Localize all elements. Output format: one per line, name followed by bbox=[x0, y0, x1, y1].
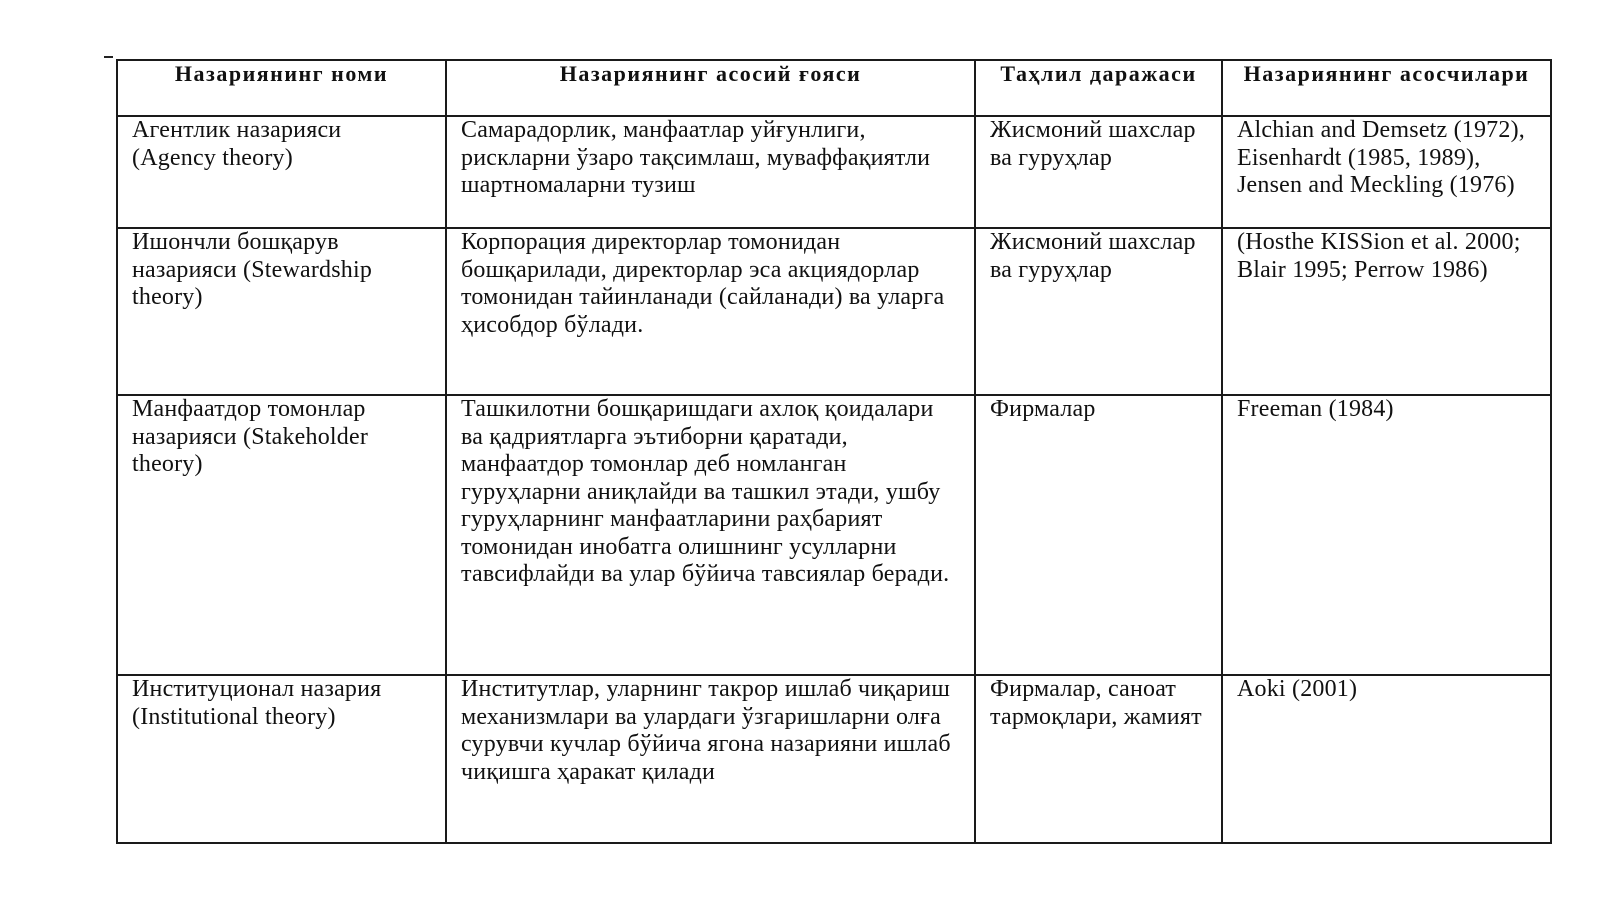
founders-cell: Aoki (2001) bbox=[1222, 675, 1551, 843]
analysis-level-cell: Фирмалар, саноат тармоқлари, жамият bbox=[975, 675, 1222, 843]
table-row bbox=[117, 228, 1551, 395]
theory-idea-cell: Ташкилотни бошқаришдаги ахлоқ қоидалари ва қадриятларга эътиборни қаратади, манфаатдор томонлар деб номланган гуруҳларни аниқлайди ва ташкил этади, ушбу гуруҳларнинг манфаатларини раҳбарият томонидан инобатга олишнинг усулларни тавсифлайди ва улар бўйича тавсиялар беради. bbox=[446, 395, 975, 675]
theory-name-cell: Институционал назария (Institutional theory) bbox=[117, 675, 446, 843]
table-header-row bbox=[117, 60, 1551, 116]
theory-name-cell: Манфаатдор томонлар назарияси (Stakeholder theory) bbox=[117, 395, 446, 675]
table-row bbox=[117, 395, 1551, 675]
header-theory-name: Назариянинг номи bbox=[117, 60, 446, 116]
founders-cell: (Hosthe KISSion et al. 2000; Blair 1995; Perrow 1986) bbox=[1222, 228, 1551, 395]
founders-cell: Alchian and Demsetz (1972), Eisenhardt (1985, 1989), Jensen and Meckling (1976) bbox=[1222, 116, 1551, 228]
page-corner-mark bbox=[104, 56, 113, 58]
analysis-level-cell: Жисмоний шахслар ва гуруҳлар bbox=[975, 228, 1222, 395]
analysis-level-cell: Фирмалар bbox=[975, 395, 1222, 675]
theory-idea-cell: Институтлар, уларнинг такрор ишлаб чиқариш механизмлари ва улардаги ўзгаришларни олға сурувчи кучлар бўйича ягона назарияни ишлаб чиқишга ҳаракат қилади bbox=[446, 675, 975, 843]
theory-idea-cell: Корпорация директорлар томонидан бошқарилади, директорлар эса акциядорлар томонидан тайинланади (сайланади) ва уларга ҳисобдор бўлади. bbox=[446, 228, 975, 395]
theories-table bbox=[116, 59, 1552, 844]
analysis-level-cell: Жисмоний шахслар ва гуруҳлар bbox=[975, 116, 1222, 228]
founders-cell: Freeman (1984) bbox=[1222, 395, 1551, 675]
theory-idea-cell: Самарадорлик, манфаатлар уйғунлиги, рискларни ўзаро тақсимлаш, муваффақиятли шартномаларни тузиш bbox=[446, 116, 975, 228]
table-row bbox=[117, 675, 1551, 843]
theory-name-cell: Агентлик назарияси (Agency theory) bbox=[117, 116, 446, 228]
header-main-idea: Назариянинг асосий ғояси bbox=[446, 60, 975, 116]
header-founders: Назариянинг асосчилари bbox=[1222, 60, 1551, 116]
table-row bbox=[117, 116, 1551, 228]
theory-name-cell: Ишончли бошқарув назарияси (Stewardship theory) bbox=[117, 228, 446, 395]
header-analysis-level: Таҳлил даражаси bbox=[975, 60, 1222, 116]
